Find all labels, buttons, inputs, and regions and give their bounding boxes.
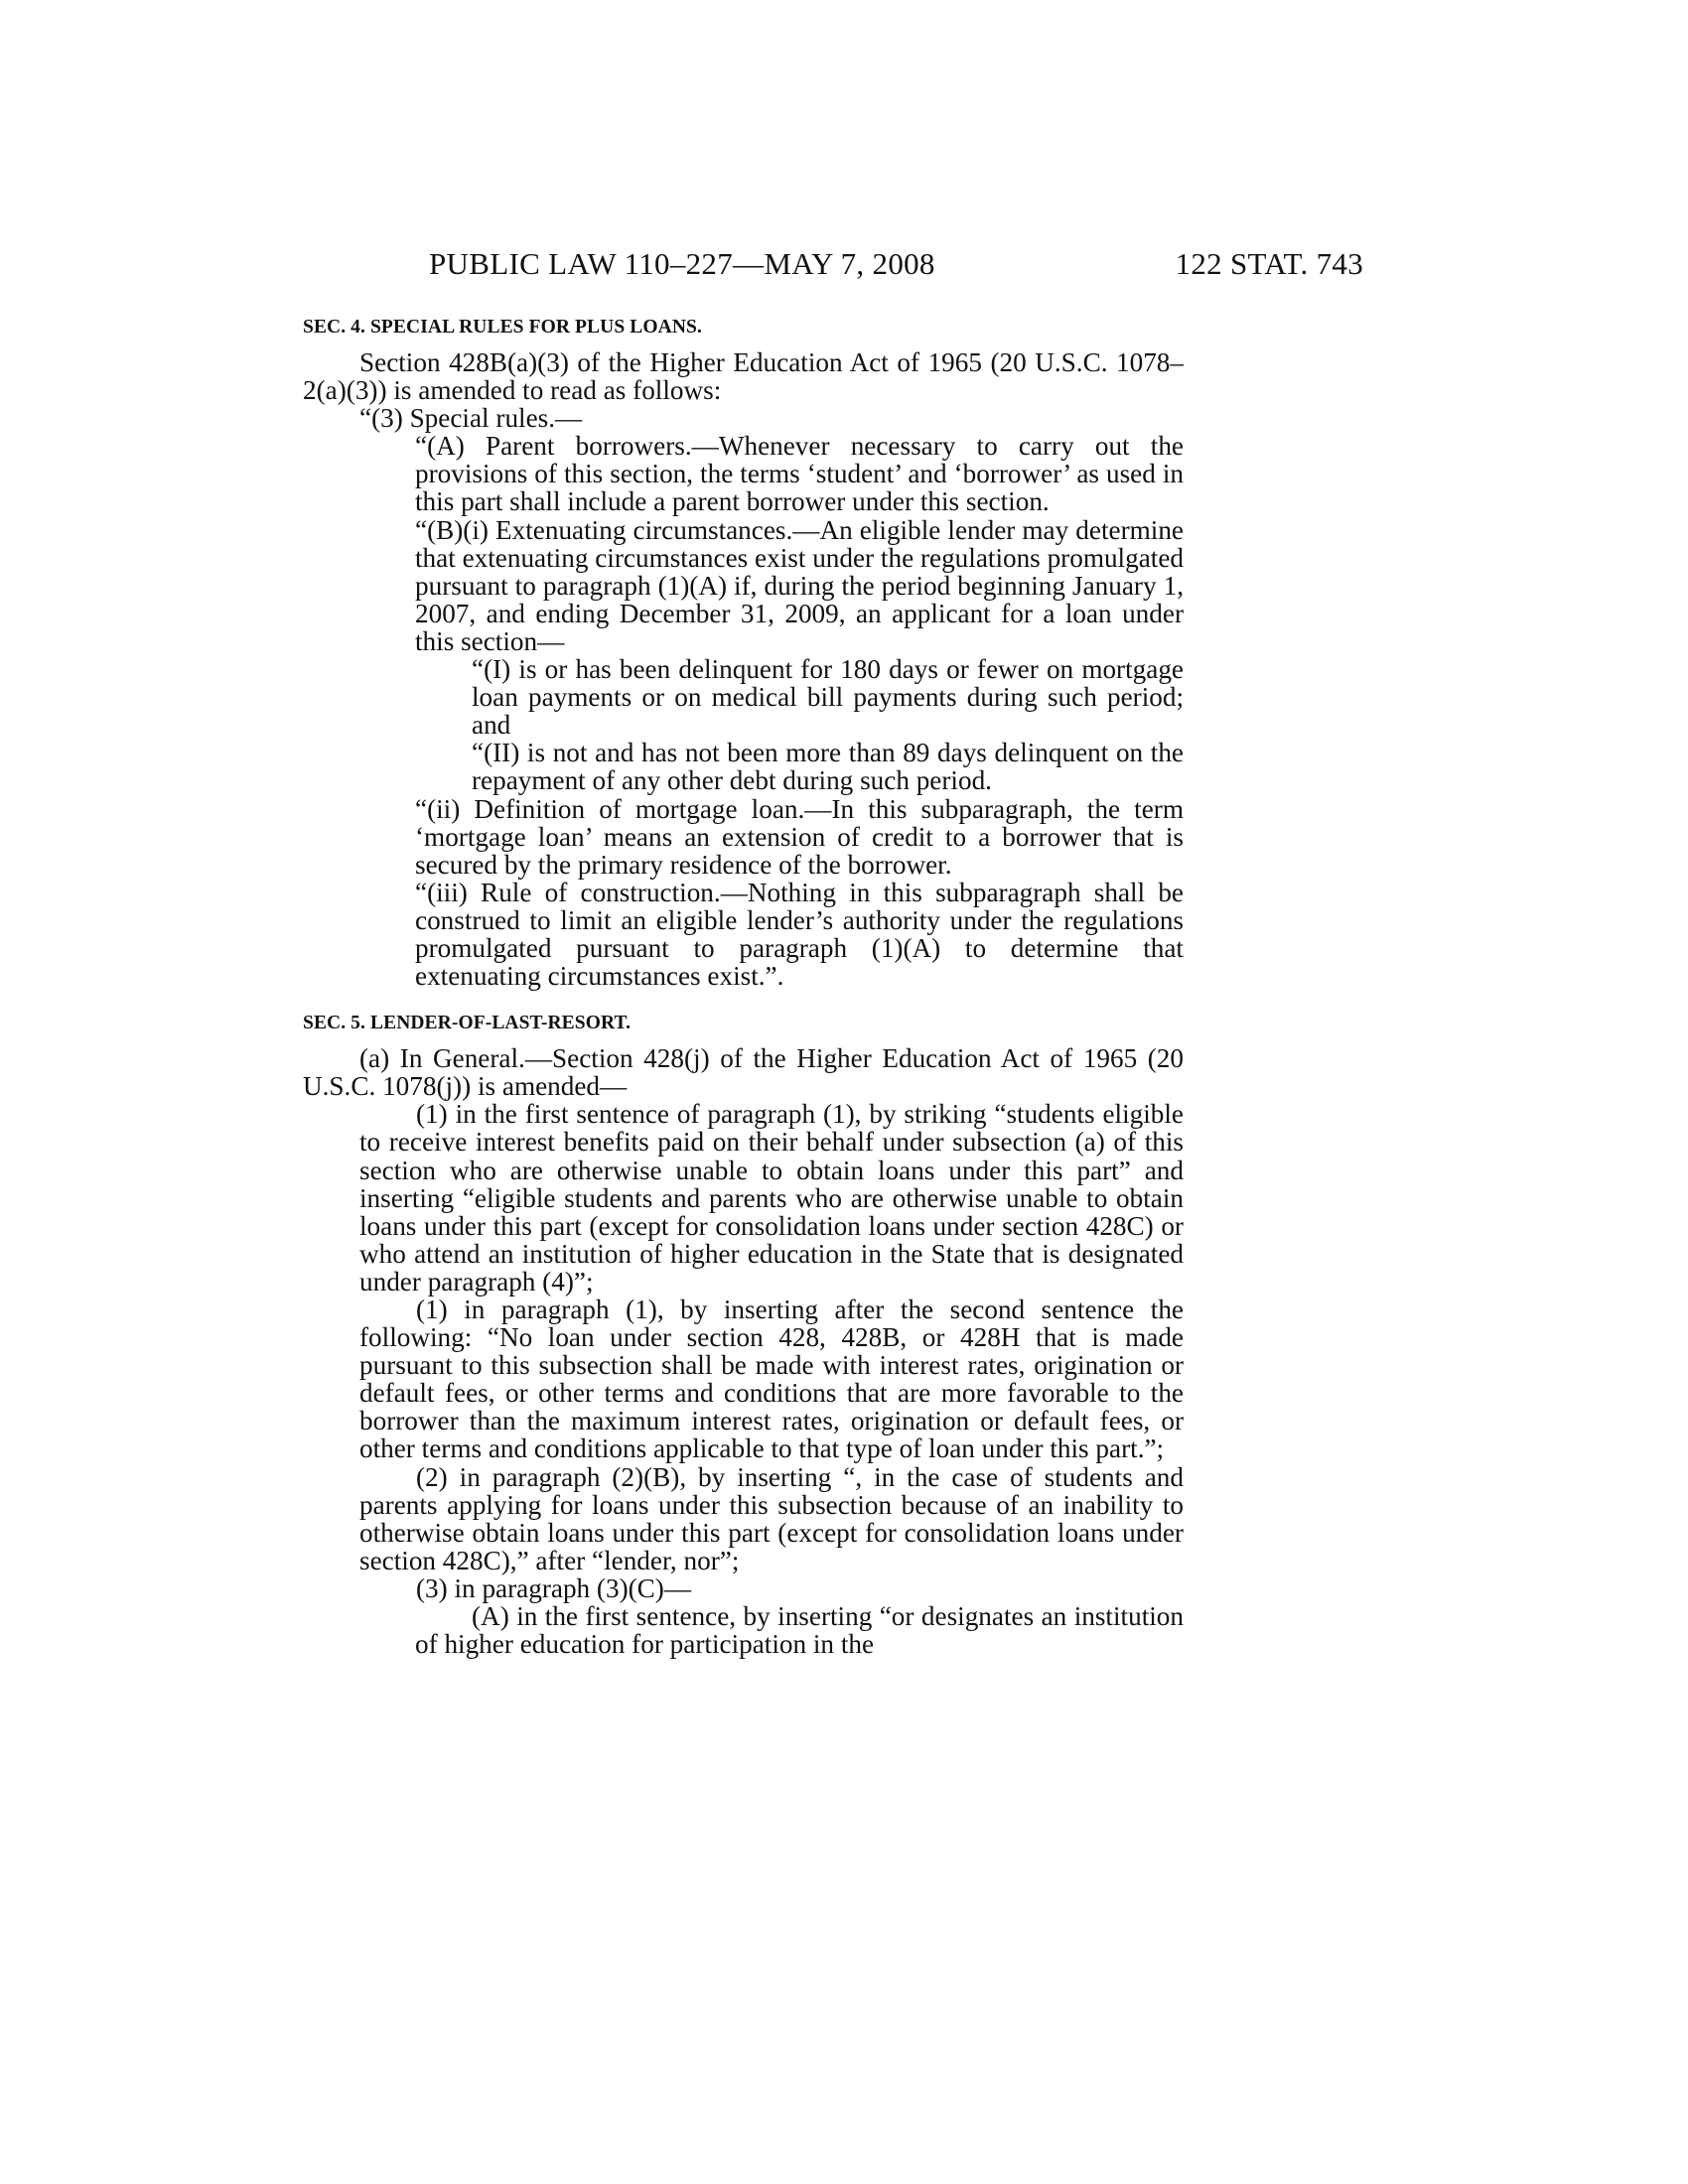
subparagraph-a-amend-text: (A) in the first sentence, by inserting “or designates an institution of higher education for participation in the bbox=[415, 1601, 1184, 1660]
section-5-heading: SEC. 5. LENDER-OF-LAST-RESORT. bbox=[303, 1013, 632, 1034]
paragraph-2 bbox=[303, 1463, 1184, 1574]
subclause-i-text: “(I) is or has been delinquent for 180 days or fewer on mortgage loan payments or on medical bill payments during such period; and bbox=[472, 654, 1184, 741]
subparagraph-a-text: “(A) Parent borrowers.—Whenever necessary to carry out the provisions of this section, the terms ‘student’ and ‘borrower’ as used in this part shall include a parent borrower under this section. bbox=[415, 431, 1184, 517]
paragraph-3 bbox=[303, 1574, 1184, 1602]
paragraph-1-second bbox=[303, 1296, 1184, 1463]
document-body bbox=[303, 316, 1184, 1658]
clause-ii-text: “(ii) Definition of mortgage loan.—In this subparagraph, the term ‘mortgage loan’ means an extension of credit to a borrower that is secured by the primary residence of the borrower. bbox=[415, 793, 1184, 880]
clause-b-i bbox=[303, 516, 1184, 655]
clause-iii-text: “(iii) Rule of construction.—Nothing in this subparagraph shall be construed to limit an eligible lender’s authority under the regulations promulgated pursuant to paragraph (1)(A) to determine that extenuating circumstances exist.”. bbox=[415, 877, 1184, 992]
subparagraph-a bbox=[303, 432, 1184, 515]
subclause-i bbox=[303, 655, 1184, 739]
subclause-ii-text: “(II) is not and has not been more than 89 days delinquent on the repayment of any other debt during such period. bbox=[472, 738, 1184, 796]
subsection-a: (a) In General.—Section 428(j) of the Higher Education Act of 1965 (20 U.S.C. 1078(j)) is amended— bbox=[303, 1043, 1184, 1102]
clause-b-i-text: “(B)(i) Extenuating circumstances.—An eligible lender may determine that extenuating circumstances exist under the regulations promulgated pursuant to paragraph (1)(A) if, during the period beginning January 1, 2007, and ending December 31, 2009, an applicant for a loan under this section— bbox=[415, 514, 1184, 656]
section-4-heading: SEC. 4. SPECIAL RULES FOR PLUS LOANS. bbox=[303, 317, 702, 338]
paragraph-3-heading bbox=[303, 404, 1184, 432]
clause-ii bbox=[303, 795, 1184, 879]
paragraph-3-text: “(3) Special rules.— bbox=[359, 403, 583, 434]
running-head-title: PUBLIC LAW 110–227—MAY 7, 2008 bbox=[429, 246, 935, 281]
running-head-page-number: 122 STAT. 743 bbox=[1175, 246, 1363, 281]
subclause-ii bbox=[303, 739, 1184, 794]
paragraph-2-text: (2) in paragraph (2)(B), by inserting “, in the case of students and parents applying for loans under this subsection because of an inability to otherwise obtain loans under this part (except for consolidation loans under section 428C),” after “lender, nor”; bbox=[359, 1461, 1184, 1575]
subparagraph-a-amend bbox=[303, 1602, 1184, 1658]
paragraph-1-first-text: (1) in the first sentence of paragraph (1), by striking “students eligible to receive interest benefits paid on their behalf under subsection (a) of this section who are otherwise unable to obtain loans under this part” and inserting “eligible students and parents who are otherwise unable to obtain loans under this part (except for consolidation loans under section 428C) or who attend an institution of higher education in the State that is designated under paragraph (4)”; bbox=[359, 1099, 1184, 1297]
paragraph-1-second-text: (1) in paragraph (1), by inserting after the second sentence the following: “No loan under section 428, 428B, or 428H that is made pursuant to this subsection shall be made with interest rates, origination or default fees, or other terms and conditions that are more favorable to the borrower than the maximum interest rates, origination or default fees, or other terms and conditions applicable to that type of loan under this part.”; bbox=[359, 1295, 1184, 1464]
paragraph-3-amend-text: (3) in paragraph (3)(C)— bbox=[416, 1572, 692, 1603]
paragraph-1-first bbox=[303, 1100, 1184, 1296]
section-4-intro: Section 428B(a)(3) of the Higher Education Act of 1965 (20 U.S.C. 1078–2(a)(3)) is amended to read as follows: bbox=[303, 347, 1184, 406]
clause-iii bbox=[303, 879, 1184, 990]
